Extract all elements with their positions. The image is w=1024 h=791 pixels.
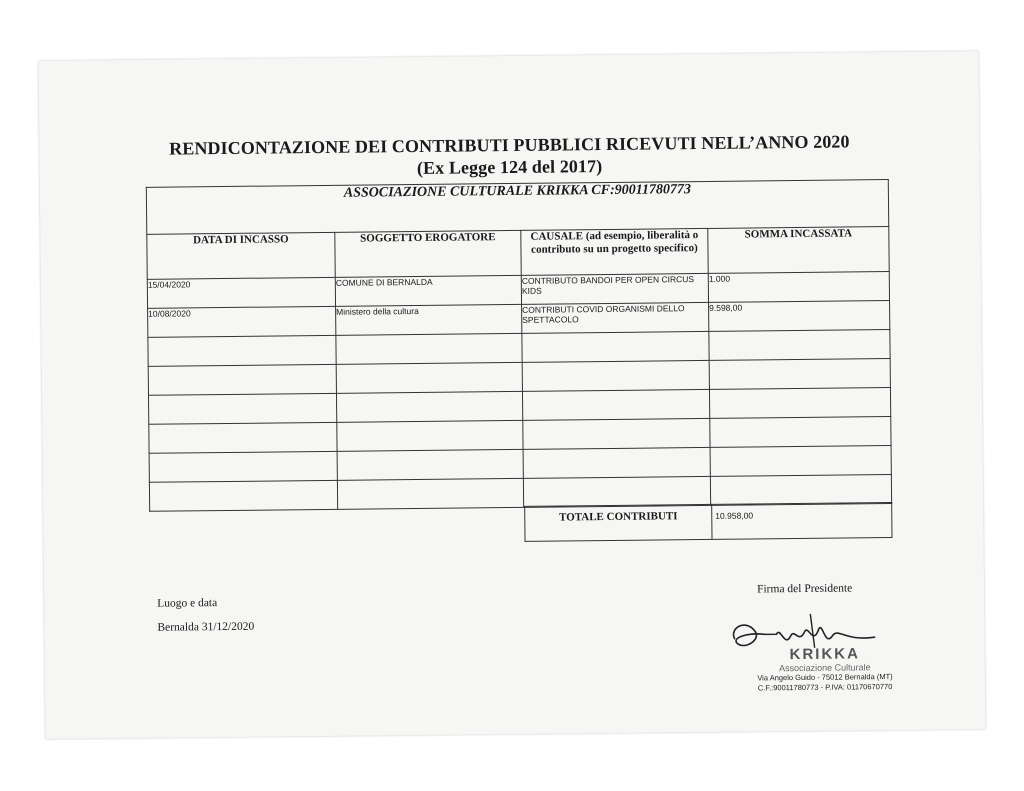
cell-cause [523, 418, 710, 449]
cell-cause [522, 331, 709, 362]
cell-amount [709, 330, 890, 361]
cell-date [149, 480, 337, 511]
association-row [146, 180, 888, 235]
stamp-name: KRIKKA [789, 645, 860, 664]
cell-cause [523, 476, 710, 507]
cell-date: 15/04/2020 [147, 277, 335, 308]
cell-date [148, 335, 336, 366]
cell-date [148, 393, 336, 424]
cell-payer [337, 420, 523, 451]
cell-amount [709, 359, 890, 390]
place-date-value: Bernalda 31/12/2020 [157, 620, 255, 634]
total-label: TOTALE CONTRIBUTI [525, 504, 712, 541]
cell-cause [522, 389, 709, 420]
stamp-subtitle: Associazione Culturale [779, 662, 871, 674]
association-name: ASSOCIAZIONE CULTURALE KRIKKA CF:90011780773 [146, 180, 888, 235]
cell-payer [336, 391, 522, 422]
cell-amount: 1.000 [708, 272, 889, 303]
document-title: RENDICONTAZIONE DEI CONTRIBUTI PUBBLICI RICEVUTI NELL’ANNO 2020 [169, 131, 850, 159]
cell-payer: COMUNE DI BERNALDA [335, 275, 521, 306]
cell-payer: Ministero della cultura [336, 304, 522, 335]
cell-payer [337, 478, 523, 509]
cell-payer [336, 333, 522, 364]
cell-amount: 9.598,00 [709, 301, 890, 332]
association-stamp [745, 646, 905, 694]
contributions-table [146, 179, 892, 512]
header-amount: SOMMA INCASSATA [708, 227, 890, 274]
header-payer: SOGGETTO EROGATORE [335, 230, 521, 277]
cell-date [149, 451, 337, 482]
totals-table [524, 502, 892, 542]
place-date-label: Luogo e data [157, 597, 218, 610]
total-value: 10.958,00 [712, 503, 892, 540]
cell-amount [710, 475, 891, 506]
header-cause: CAUSALE (ad esempio, liberalità o contributo su un progetto specifico) [521, 228, 708, 275]
document-subtitle: (Ex Legge 124 del 2017) [416, 156, 603, 178]
stamp-address: Via Angelo Guido - 75012 Bernalda (MT) [757, 672, 893, 683]
cell-date [148, 364, 336, 395]
table-header-row [147, 227, 889, 280]
scanned-document [38, 51, 985, 739]
cell-cause [523, 447, 710, 478]
totals-row [525, 503, 892, 542]
cell-cause [522, 360, 709, 391]
signature-label: Firma del Presidente [756, 582, 853, 596]
header-date: DATA DI INCASSO [147, 232, 335, 279]
cell-date [149, 422, 337, 453]
stamp-codes: C.F.:90011780773 - P.IVA: 01170670770 [757, 682, 893, 693]
cell-cause: CONTRIBUTI COVID ORGANISMI DELLO SPETTACOLO [522, 302, 709, 333]
cell-date: 10/08/2020 [148, 306, 336, 337]
cell-cause: CONTRIBUTO BANDOI PER OPEN CIRCUS KIDS [521, 273, 708, 304]
cell-payer [337, 449, 523, 480]
cell-amount [710, 446, 891, 477]
cell-amount [709, 388, 890, 419]
cell-amount [710, 417, 891, 448]
cell-payer [336, 362, 522, 393]
